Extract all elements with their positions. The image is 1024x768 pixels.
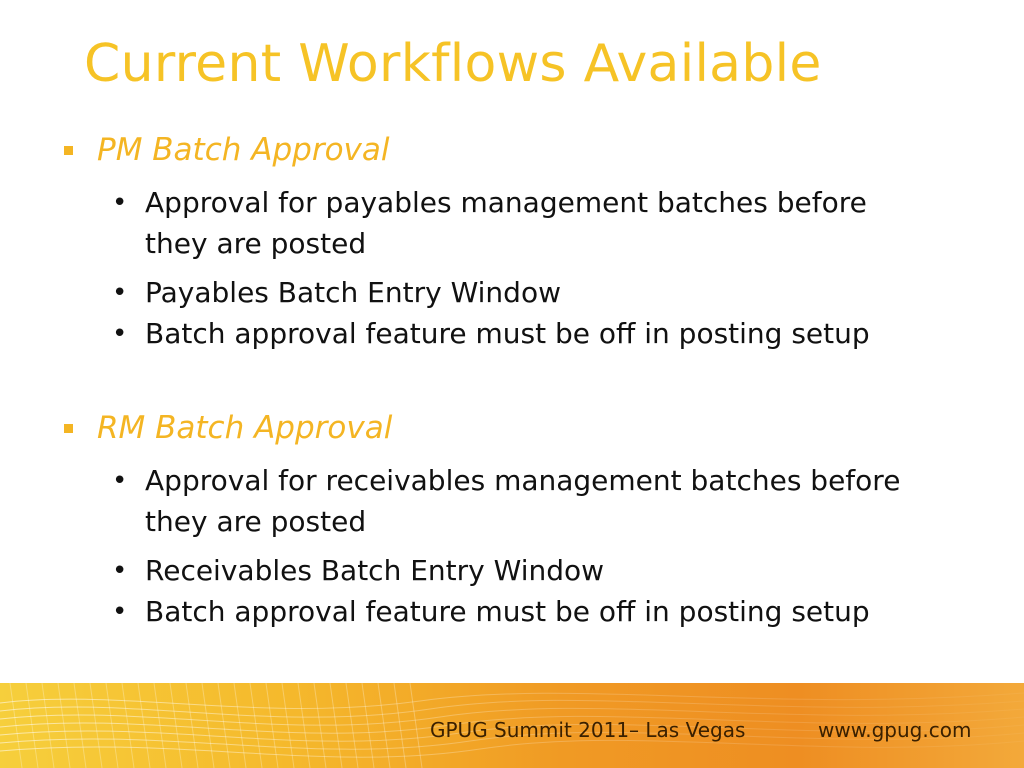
section-heading [64, 130, 390, 170]
list-item [112, 272, 912, 314]
footer-event-text: GPUG Summit 2011– Las Vegas [430, 718, 746, 742]
list-item [112, 313, 912, 355]
section-label: RM Batch Approval [97, 410, 393, 446]
section-label: PM Batch Approval [97, 132, 390, 168]
dot-bullet-icon: • [112, 466, 128, 496]
list-item-text: Approval for payables management batches before they are posted [145, 186, 867, 260]
dot-bullet-icon: • [112, 597, 128, 627]
list-item [112, 550, 912, 592]
dot-bullet-icon: • [112, 278, 128, 308]
list-item-text: Payables Batch Entry Window [145, 276, 561, 309]
slide-title: Current Workflows Available [84, 34, 822, 94]
square-bullet-icon [64, 146, 73, 155]
square-bullet-icon [64, 424, 73, 433]
footer-website-text: www.gpug.com [818, 718, 972, 742]
list-item-text: Batch approval feature must be off in posting setup [145, 317, 870, 350]
dot-bullet-icon: • [112, 556, 128, 586]
list-item [112, 182, 912, 264]
slide-footer-banner [0, 683, 1024, 768]
list-item-text: Receivables Batch Entry Window [145, 554, 605, 587]
list-item [112, 591, 912, 633]
list-item-text: Batch approval feature must be off in posting setup [145, 595, 870, 628]
dot-bullet-icon: • [112, 188, 128, 218]
list-item-text: Approval for receivables management batches before they are posted [145, 464, 901, 538]
list-item [112, 460, 912, 542]
section-heading [64, 408, 392, 448]
dot-bullet-icon: • [112, 319, 128, 349]
